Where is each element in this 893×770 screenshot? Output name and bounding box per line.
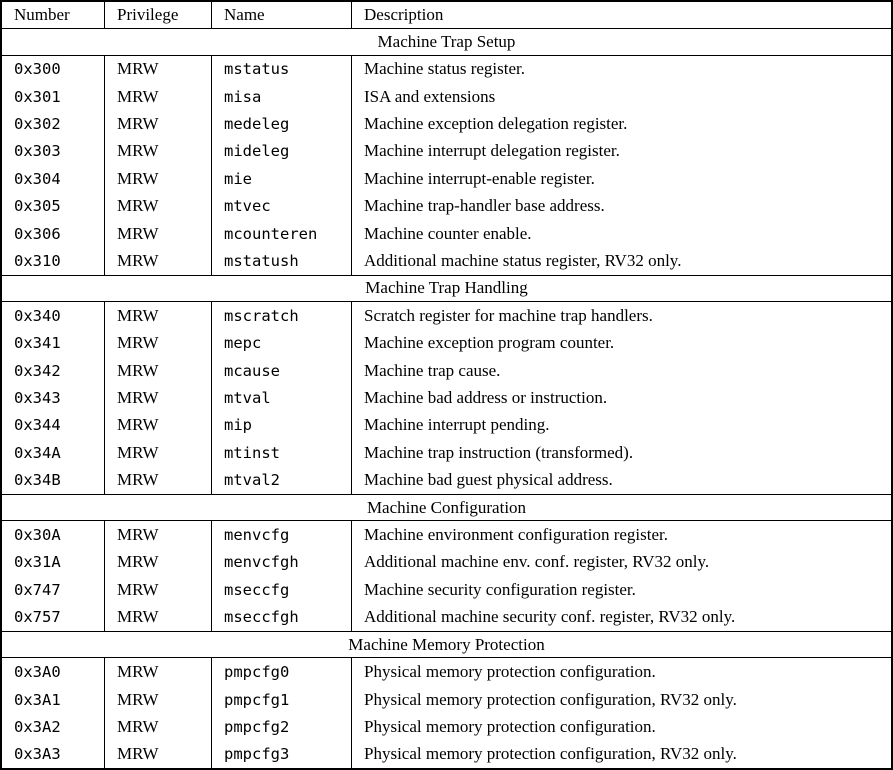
csr-description: Physical memory protection configuration.	[364, 662, 656, 682]
csr-name: mie	[212, 165, 352, 192]
csr-number: 0x301	[2, 83, 105, 110]
csr-name: menvcfgh	[212, 549, 352, 576]
table-row	[2, 604, 891, 631]
csr-privilege: MRW	[105, 384, 212, 411]
csr-name: mtval2	[212, 466, 352, 493]
table-row	[2, 138, 891, 165]
csr-number: 0x344	[2, 412, 105, 439]
column-header-description: Description	[364, 5, 444, 24]
csr-name: mseccfgh	[212, 604, 352, 631]
csr-privilege: MRW	[105, 576, 212, 603]
csr-description: Machine interrupt delegation register.	[364, 141, 620, 161]
csr-privilege: MRW	[105, 330, 212, 357]
csr-description: Machine trap instruction (transformed).	[364, 442, 634, 462]
csr-privilege: MRW	[105, 521, 212, 548]
section-header-machine-trap-handling	[2, 275, 891, 303]
csr-description: Additional machine security conf. register, RV32 only.	[364, 607, 736, 627]
csr-number: 0x3A0	[2, 658, 105, 685]
csr-name: mideleg	[212, 138, 352, 165]
csr-number: 0x3A2	[2, 713, 105, 740]
section-title: Machine Trap Setup	[377, 31, 516, 51]
csr-privilege: MRW	[105, 713, 212, 740]
section-title: Machine Configuration	[366, 497, 527, 517]
csr-description: Physical memory protection configuration, RV32 only.	[364, 689, 737, 709]
csr-description: Additional machine env. conf. register, RV32 only.	[364, 552, 710, 572]
csr-privilege: MRW	[105, 302, 212, 329]
table-row	[2, 576, 891, 603]
table-row	[2, 302, 891, 329]
csr-name: mepc	[212, 330, 352, 357]
csr-name: pmpcfg1	[212, 686, 352, 713]
table-row	[2, 56, 891, 83]
csr-number: 0x341	[2, 330, 105, 357]
csr-privilege: MRW	[105, 192, 212, 219]
csr-number: 0x757	[2, 604, 105, 631]
table-row	[2, 384, 891, 411]
table-row	[2, 247, 891, 274]
csr-description: Machine exception program counter.	[364, 333, 615, 353]
table-row	[2, 412, 891, 439]
section-title: Machine Memory Protection	[348, 634, 545, 654]
csr-privilege: MRW	[105, 741, 212, 768]
csr-description: Physical memory protection configuration.	[364, 716, 656, 736]
csr-name: mtval	[212, 384, 352, 411]
column-header-name: Name	[212, 2, 352, 28]
csr-name: mscratch	[212, 302, 352, 329]
csr-description: Machine security configuration register.	[364, 579, 636, 599]
table-row	[2, 83, 891, 110]
csr-name: menvcfg	[212, 521, 352, 548]
csr-privilege: MRW	[105, 439, 212, 466]
csr-description: Scratch register for machine trap handlers.	[364, 305, 653, 325]
csr-privilege: MRW	[105, 412, 212, 439]
csr-description: Machine trap cause.	[364, 360, 501, 380]
csr-name: mseccfg	[212, 576, 352, 603]
table-row	[2, 165, 891, 192]
csr-name: mcounteren	[212, 220, 352, 247]
csr-number: 0x30A	[2, 521, 105, 548]
csr-privilege: MRW	[105, 138, 212, 165]
csr-number: 0x34A	[2, 439, 105, 466]
csr-description: Machine interrupt-enable register.	[364, 168, 595, 188]
table-row	[2, 330, 891, 357]
csr-number: 0x306	[2, 220, 105, 247]
csr-description: Machine counter enable.	[364, 223, 532, 243]
csr-privilege: MRW	[105, 549, 212, 576]
csr-description: Additional machine status register, RV32 only.	[364, 250, 682, 270]
table-row	[2, 658, 891, 685]
section-header-machine-configuration	[2, 494, 891, 522]
csr-name: mcause	[212, 357, 352, 384]
csr-privilege: MRW	[105, 83, 212, 110]
csr-number: 0x340	[2, 302, 105, 329]
table-row	[2, 220, 891, 247]
column-header-number: Number	[2, 2, 105, 28]
csr-description: Machine interrupt pending.	[364, 415, 550, 435]
csr-privilege: MRW	[105, 165, 212, 192]
csr-number: 0x31A	[2, 549, 105, 576]
table-row	[2, 357, 891, 384]
csr-description: Machine status register.	[364, 59, 525, 79]
section-title: Machine Trap Handling	[365, 278, 528, 298]
csr-name: mtvec	[212, 192, 352, 219]
csr-name: pmpcfg2	[212, 713, 352, 740]
csr-description: Machine bad guest physical address.	[364, 470, 613, 490]
csr-number: 0x304	[2, 165, 105, 192]
csr-privilege: MRW	[105, 110, 212, 137]
csr-name: pmpcfg3	[212, 741, 352, 768]
table-row	[2, 521, 891, 548]
csr-number: 0x300	[2, 56, 105, 83]
csr-description: Machine bad address or instruction.	[364, 387, 608, 407]
csr-name: medeleg	[212, 110, 352, 137]
table-row	[2, 466, 891, 493]
csr-privilege: MRW	[105, 604, 212, 631]
csr-number: 0x303	[2, 138, 105, 165]
table-row	[2, 549, 891, 576]
csr-name: mip	[212, 412, 352, 439]
csr-number: 0x302	[2, 110, 105, 137]
csr-privilege: MRW	[105, 247, 212, 274]
csr-description: Physical memory protection configuration, RV32 only.	[364, 744, 737, 764]
csr-number: 0x310	[2, 247, 105, 274]
csr-privilege: MRW	[105, 220, 212, 247]
csr-name: misa	[212, 83, 352, 110]
csr-number: 0x342	[2, 357, 105, 384]
csr-description: Machine exception delegation register.	[364, 113, 628, 133]
table-row	[2, 686, 891, 713]
csr-name: mstatush	[212, 247, 352, 274]
csr-number: 0x747	[2, 576, 105, 603]
csr-description: ISA and extensions	[364, 86, 496, 106]
csr-number: 0x34B	[2, 466, 105, 493]
table-row	[2, 192, 891, 219]
csr-number: 0x3A1	[2, 686, 105, 713]
csr-privilege: MRW	[105, 357, 212, 384]
csr-name: pmpcfg0	[212, 658, 352, 685]
section-header-machine-trap-setup	[2, 28, 891, 56]
csr-description: Machine trap-handler base address.	[364, 196, 605, 216]
table-row	[2, 439, 891, 466]
csr-privilege: MRW	[105, 686, 212, 713]
csr-number: 0x3A3	[2, 741, 105, 768]
table-row	[2, 713, 891, 740]
table-row	[2, 741, 891, 768]
column-header-privilege: Privilege	[105, 2, 212, 28]
csr-name: mtinst	[212, 439, 352, 466]
csr-description: Machine environment configuration register.	[364, 525, 669, 545]
column-header-row	[2, 2, 891, 28]
csr-number: 0x305	[2, 192, 105, 219]
csr-privilege: MRW	[105, 466, 212, 493]
csr-number: 0x343	[2, 384, 105, 411]
section-header-machine-memory-protection	[2, 631, 891, 659]
csr-privilege: MRW	[105, 658, 212, 685]
csr-privilege: MRW	[105, 56, 212, 83]
table-row	[2, 110, 891, 137]
csr-name: mstatus	[212, 56, 352, 83]
